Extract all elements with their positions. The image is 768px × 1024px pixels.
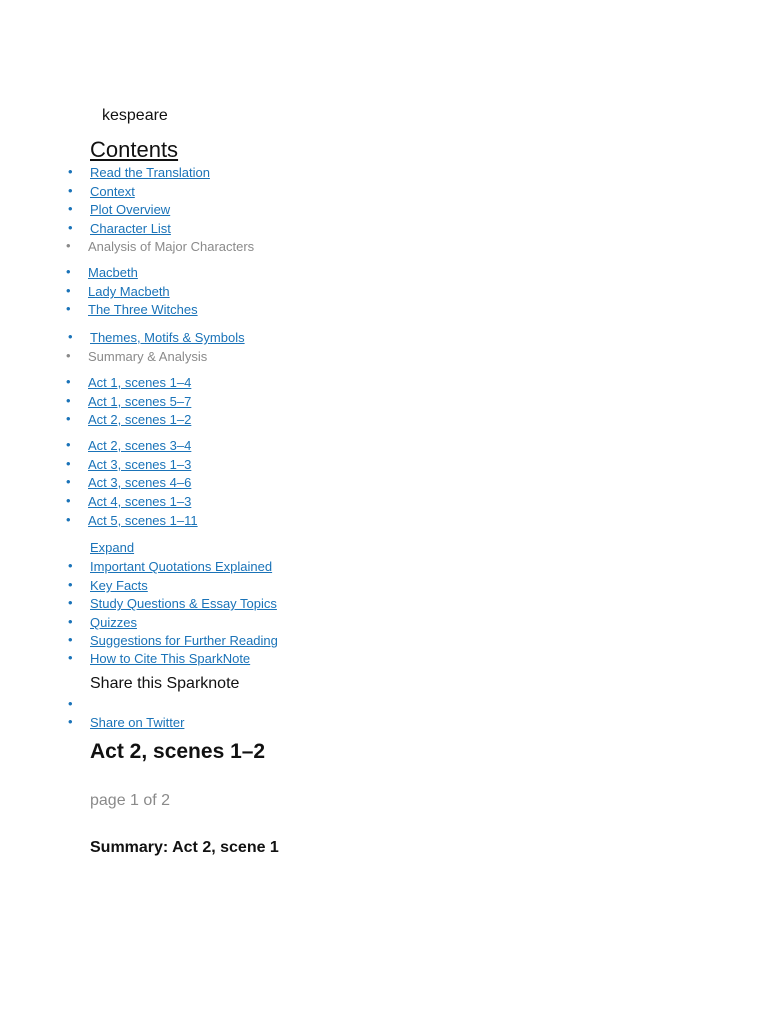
link-act1-s1-4[interactable]: Act 1, scenes 1–4: [88, 375, 192, 390]
bullet-icon: •: [68, 696, 73, 711]
link-quotations[interactable]: Important Quotations Explained: [90, 559, 273, 574]
toc-item-analysis-major-characters: [66, 238, 255, 255]
bullet-icon: •: [66, 456, 71, 471]
link-three-witches[interactable]: The Three Witches: [88, 302, 198, 317]
bullet-icon: •: [66, 348, 71, 363]
bullet-icon: •: [68, 714, 73, 729]
toc-item-cite: [68, 650, 251, 667]
bullet-icon: •: [68, 329, 73, 344]
link-act2-s3-4[interactable]: Act 2, scenes 3–4: [88, 438, 192, 453]
bullet-icon: •: [66, 512, 71, 527]
toc-item-macbeth: [66, 264, 138, 281]
toc-item-act2-s3-4: [66, 437, 192, 454]
toc-item-act1-s1-4: [66, 374, 192, 391]
header-fragment-text: kespeare: [102, 107, 168, 124]
bullet-icon: •: [68, 614, 73, 629]
section-heading: Summary: Act 2, scene 1: [90, 839, 279, 856]
section-label-summary: Summary & Analysis: [88, 349, 208, 364]
bullet-icon: •: [68, 183, 73, 198]
toc-item-further-reading: [68, 632, 278, 649]
bullet-icon: •: [68, 632, 73, 647]
link-act3-s1-3[interactable]: Act 3, scenes 1–3: [88, 457, 192, 472]
bullet-icon: •: [66, 437, 71, 452]
toc-item-act2-s1-2: [66, 411, 192, 428]
toc-item-act3-s4-6: [66, 474, 192, 491]
link-key-facts[interactable]: Key Facts: [90, 578, 148, 593]
toc-item-plot-overview: [68, 201, 171, 218]
link-context[interactable]: Context: [90, 184, 135, 199]
link-cite[interactable]: How to Cite This SparkNote: [90, 651, 251, 666]
contents-heading: Contents: [90, 137, 179, 162]
bullet-icon: •: [68, 558, 73, 573]
link-act2-s1-2[interactable]: Act 2, scenes 1–2: [88, 412, 192, 427]
link-quizzes[interactable]: Quizzes: [90, 615, 137, 630]
link-themes[interactable]: Themes, Motifs & Symbols: [90, 330, 245, 345]
link-character-list[interactable]: Character List: [90, 221, 171, 236]
bullet-icon: •: [66, 374, 71, 389]
toc-item-context: [68, 183, 135, 200]
toc-item-character-list: [68, 220, 171, 237]
bullet-icon: •: [66, 493, 71, 508]
toc-item-quizzes: [68, 614, 137, 631]
page-indicator: page 1 of 2: [90, 792, 171, 809]
toc-item-act1-s5-7: [66, 393, 192, 410]
bullet-icon: •: [68, 201, 73, 216]
toc-item-act3-s1-3: [66, 456, 192, 473]
toc-item-read-translation: [68, 164, 210, 181]
section-label-analysis: Analysis of Major Characters: [88, 239, 255, 254]
bullet-icon: •: [66, 264, 71, 279]
toc-item-act5-s1-11: [66, 512, 198, 529]
link-act1-s5-7[interactable]: Act 1, scenes 5–7: [88, 394, 192, 409]
toc-item-expand: [90, 540, 134, 556]
bullet-icon: •: [68, 595, 73, 610]
bullet-icon: •: [68, 577, 73, 592]
link-act5-s1-11[interactable]: Act 5, scenes 1–11: [88, 513, 198, 528]
toc-item-three-witches: [66, 301, 198, 318]
link-act3-s4-6[interactable]: Act 3, scenes 4–6: [88, 475, 192, 490]
toc-item-summary-analysis: [66, 348, 208, 365]
bullet-icon: •: [66, 411, 71, 426]
article-heading: Act 2, scenes 1–2: [90, 740, 266, 763]
expand-link[interactable]: Expand: [90, 540, 135, 555]
link-read-translation[interactable]: Read the Translation: [90, 165, 210, 180]
link-plot-overview[interactable]: Plot Overview: [90, 202, 171, 217]
bullet-icon: •: [68, 164, 73, 179]
toc-item-quotations: [68, 558, 273, 575]
link-study-questions[interactable]: Study Questions & Essay Topics: [90, 596, 277, 611]
link-act4-s1-3[interactable]: Act 4, scenes 1–3: [88, 494, 192, 509]
toc-item-key-facts: [68, 577, 148, 594]
share-item-twitter: [68, 714, 185, 731]
link-lady-macbeth[interactable]: Lady Macbeth: [88, 284, 170, 299]
bullet-icon: •: [66, 393, 71, 408]
bullet-icon: •: [68, 650, 73, 665]
link-macbeth[interactable]: Macbeth: [88, 265, 138, 280]
bullet-icon: •: [66, 474, 71, 489]
toc-item-act4-s1-3: [66, 493, 192, 510]
toc-item-lady-macbeth: [66, 283, 170, 300]
bullet-icon: •: [68, 220, 73, 235]
bullet-icon: •: [66, 283, 71, 298]
share-twitter-link[interactable]: Share on Twitter: [90, 715, 185, 730]
bullet-icon: •: [66, 301, 71, 316]
toc-item-themes: [68, 329, 245, 346]
share-heading: Share this Sparknote: [90, 675, 240, 692]
toc-item-study-questions: [68, 595, 277, 612]
bullet-icon: •: [66, 238, 71, 253]
link-further-reading[interactable]: Suggestions for Further Reading: [90, 633, 278, 648]
